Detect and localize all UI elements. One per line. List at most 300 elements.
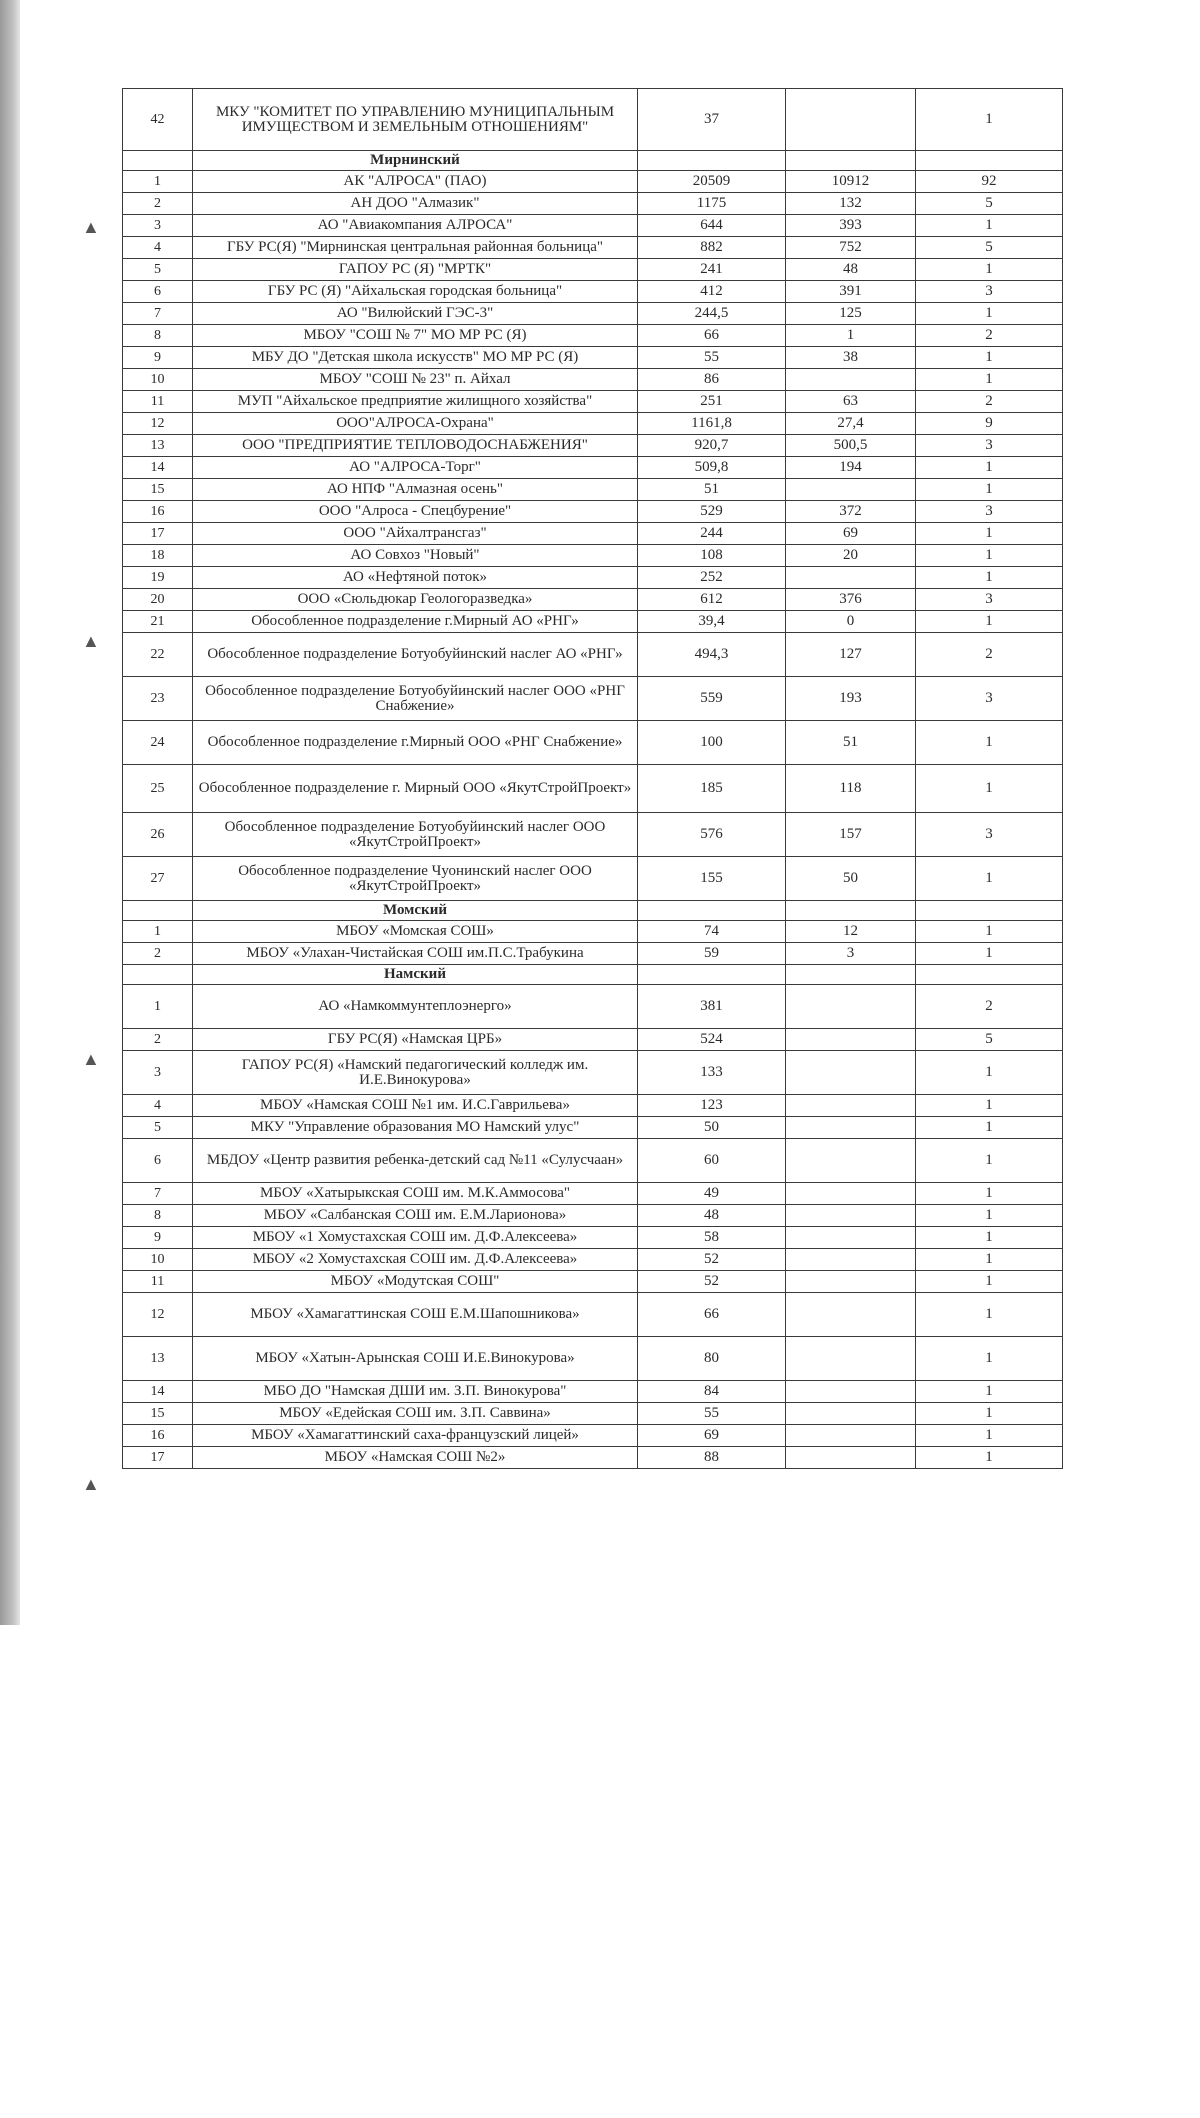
table-row <box>123 1271 1063 1293</box>
organization-name: МБОУ «Хамагаттинская СОШ Е.М.Шапошникова» <box>193 1293 638 1337</box>
organization-name: Обособленное подразделение Чуонинский наслег ООО «ЯкутСтройПроект» <box>193 857 638 901</box>
row-number: 3 <box>123 1051 193 1095</box>
organization-name: ООО "Айхалтрансгаз" <box>193 523 638 545</box>
section-spacer <box>123 901 193 921</box>
value-c: 2 <box>916 325 1063 347</box>
table-row <box>123 1029 1063 1051</box>
organization-name: Обособленное подразделение Ботуобуйинский наслег ООО «РНГ Снабжение» <box>193 677 638 721</box>
organization-name: МБОУ «Салбанская СОШ им. Е.М.Ларионова» <box>193 1205 638 1227</box>
table-row <box>123 589 1063 611</box>
row-number: 10 <box>123 1249 193 1271</box>
row-number: 42 <box>123 89 193 151</box>
value-a: 123 <box>638 1095 786 1117</box>
section-spacer <box>638 151 786 171</box>
row-number: 25 <box>123 765 193 813</box>
scan-edge-shadow <box>0 0 20 1625</box>
table-row <box>123 1447 1063 1469</box>
value-c: 3 <box>916 501 1063 523</box>
table-row <box>123 1117 1063 1139</box>
section-spacer <box>786 901 916 921</box>
value-c: 1 <box>916 721 1063 765</box>
table-row <box>123 457 1063 479</box>
value-b: 20 <box>786 545 916 567</box>
section-spacer <box>786 965 916 985</box>
organization-name: ГБУ РС(Я) «Намская ЦРБ» <box>193 1029 638 1051</box>
value-b: 118 <box>786 765 916 813</box>
row-number: 2 <box>123 193 193 215</box>
value-a: 52 <box>638 1271 786 1293</box>
value-b: 391 <box>786 281 916 303</box>
row-number: 1 <box>123 985 193 1029</box>
value-b: 27,4 <box>786 413 916 435</box>
table-row <box>123 857 1063 901</box>
value-a: 576 <box>638 813 786 857</box>
table-row <box>123 1381 1063 1403</box>
value-b <box>786 89 916 151</box>
value-c: 1 <box>916 921 1063 943</box>
value-c: 1 <box>916 1425 1063 1447</box>
value-b: 3 <box>786 943 916 965</box>
organization-name: ГБУ РС (Я) "Айхальская городская больница" <box>193 281 638 303</box>
table-row <box>123 1183 1063 1205</box>
value-a: 244,5 <box>638 303 786 325</box>
table-row <box>123 611 1063 633</box>
value-b <box>786 985 916 1029</box>
value-b: 10912 <box>786 171 916 193</box>
value-c: 3 <box>916 435 1063 457</box>
section-header-row <box>123 151 1063 171</box>
row-number: 23 <box>123 677 193 721</box>
value-a: 37 <box>638 89 786 151</box>
row-number: 5 <box>123 1117 193 1139</box>
value-a: 66 <box>638 1293 786 1337</box>
table-body <box>123 89 1063 1469</box>
row-number: 11 <box>123 1271 193 1293</box>
value-c: 1 <box>916 857 1063 901</box>
organization-name: МКУ "Управление образования МО Намский улус" <box>193 1117 638 1139</box>
value-b <box>786 1227 916 1249</box>
value-a: 559 <box>638 677 786 721</box>
section-spacer <box>123 151 193 171</box>
row-number: 13 <box>123 435 193 457</box>
value-c: 1 <box>916 523 1063 545</box>
table-row <box>123 259 1063 281</box>
organization-name: МБОУ «Едейская СОШ им. З.П. Саввина» <box>193 1403 638 1425</box>
value-c: 2 <box>916 985 1063 1029</box>
value-c: 1 <box>916 1337 1063 1381</box>
table-row <box>123 567 1063 589</box>
value-a: 48 <box>638 1205 786 1227</box>
organization-name: Обособленное подразделение г. Мирный ООО «ЯкутСтройПроект» <box>193 765 638 813</box>
value-c: 1 <box>916 347 1063 369</box>
row-number: 15 <box>123 1403 193 1425</box>
margin-mark-icon <box>82 1475 92 1493</box>
organization-name: АО «Намкоммунтеплоэнерго» <box>193 985 638 1029</box>
organization-name: МБОУ «Намская СОШ №2» <box>193 1447 638 1469</box>
value-c: 1 <box>916 1139 1063 1183</box>
value-a: 155 <box>638 857 786 901</box>
value-c: 92 <box>916 171 1063 193</box>
value-c: 1 <box>916 1447 1063 1469</box>
value-a: 920,7 <box>638 435 786 457</box>
table-row <box>123 193 1063 215</box>
table-row <box>123 721 1063 765</box>
value-b: 63 <box>786 391 916 413</box>
value-c: 1 <box>916 303 1063 325</box>
value-c: 1 <box>916 1117 1063 1139</box>
row-number: 17 <box>123 1447 193 1469</box>
table-row <box>123 1139 1063 1183</box>
value-c: 3 <box>916 281 1063 303</box>
row-number: 6 <box>123 281 193 303</box>
value-b: 752 <box>786 237 916 259</box>
value-a: 251 <box>638 391 786 413</box>
organization-name: ООО "ПРЕДПРИЯТИЕ ТЕПЛОВОДОСНАБЖЕНИЯ" <box>193 435 638 457</box>
table-row <box>123 237 1063 259</box>
organization-name: ГАПОУ РС (Я) "МРТК" <box>193 259 638 281</box>
value-b <box>786 567 916 589</box>
value-c: 5 <box>916 237 1063 259</box>
value-a: 185 <box>638 765 786 813</box>
table-row <box>123 435 1063 457</box>
value-c: 1 <box>916 545 1063 567</box>
value-a: 1175 <box>638 193 786 215</box>
value-c: 1 <box>916 1381 1063 1403</box>
value-a: 494,3 <box>638 633 786 677</box>
row-number: 8 <box>123 1205 193 1227</box>
value-a: 612 <box>638 589 786 611</box>
row-number: 5 <box>123 259 193 281</box>
value-c: 1 <box>916 1403 1063 1425</box>
table-row <box>123 1095 1063 1117</box>
value-a: 241 <box>638 259 786 281</box>
value-c: 1 <box>916 1095 1063 1117</box>
table-row <box>123 813 1063 857</box>
row-number: 18 <box>123 545 193 567</box>
value-a: 133 <box>638 1051 786 1095</box>
value-b: 51 <box>786 721 916 765</box>
row-number: 26 <box>123 813 193 857</box>
value-c: 5 <box>916 1029 1063 1051</box>
value-a: 58 <box>638 1227 786 1249</box>
value-b <box>786 1029 916 1051</box>
value-a: 412 <box>638 281 786 303</box>
organization-name: МБО ДО "Намская ДШИ им. З.П. Винокурова" <box>193 1381 638 1403</box>
value-a: 20509 <box>638 171 786 193</box>
margin-mark-icon <box>82 218 92 236</box>
table-row <box>123 1425 1063 1447</box>
row-number: 4 <box>123 237 193 259</box>
value-a: 509,8 <box>638 457 786 479</box>
value-c: 1 <box>916 479 1063 501</box>
table-row <box>123 281 1063 303</box>
organization-name: МБОУ «Улахан-Чистайская СОШ им.П.С.Трабукина <box>193 943 638 965</box>
value-c: 9 <box>916 413 1063 435</box>
row-number: 7 <box>123 1183 193 1205</box>
value-c: 1 <box>916 89 1063 151</box>
value-a: 49 <box>638 1183 786 1205</box>
table-row <box>123 765 1063 813</box>
organization-name: ГАПОУ РС(Я) «Намский педагогический колледж им. И.Е.Винокурова» <box>193 1051 638 1095</box>
value-a: 88 <box>638 1447 786 1469</box>
value-c: 1 <box>916 1205 1063 1227</box>
value-a: 55 <box>638 1403 786 1425</box>
value-a: 84 <box>638 1381 786 1403</box>
table-row <box>123 347 1063 369</box>
value-c: 1 <box>916 611 1063 633</box>
row-number: 21 <box>123 611 193 633</box>
row-number: 9 <box>123 1227 193 1249</box>
value-c: 2 <box>916 633 1063 677</box>
row-number: 10 <box>123 369 193 391</box>
row-number: 7 <box>123 303 193 325</box>
value-c: 5 <box>916 193 1063 215</box>
value-b <box>786 1183 916 1205</box>
value-b: 12 <box>786 921 916 943</box>
organization-name: Обособленное подразделение Ботуобуйинский наслег АО «РНГ» <box>193 633 638 677</box>
value-a: 50 <box>638 1117 786 1139</box>
organization-name: МКУ "КОМИТЕТ ПО УПРАВЛЕНИЮ МУНИЦИПАЛЬНЫМ ИМУЩЕСТВОМ И ЗЕМЕЛЬНЫМ ОТНОШЕНИЯМ" <box>193 89 638 151</box>
organization-name: АК "АЛРОСА" (ПАО) <box>193 171 638 193</box>
row-number: 2 <box>123 1029 193 1051</box>
value-b <box>786 1117 916 1139</box>
table-row <box>123 171 1063 193</box>
table-row <box>123 413 1063 435</box>
organization-name: Обособленное подразделение г.Мирный АО «РНГ» <box>193 611 638 633</box>
section-spacer <box>123 965 193 985</box>
value-b <box>786 1249 916 1271</box>
organization-name: МБОУ «Момская СОШ» <box>193 921 638 943</box>
section-title: Намский <box>193 965 638 985</box>
organization-name: ООО "Алроса - Спецбурение" <box>193 501 638 523</box>
value-b: 48 <box>786 259 916 281</box>
row-number: 12 <box>123 413 193 435</box>
value-a: 74 <box>638 921 786 943</box>
organization-name: МБОУ «2 Хомустахская СОШ им. Д.Ф.Алексеева» <box>193 1249 638 1271</box>
value-b: 393 <box>786 215 916 237</box>
value-b: 125 <box>786 303 916 325</box>
row-number: 15 <box>123 479 193 501</box>
organization-name: МУП "Айхальское предприятие жилищного хозяйства" <box>193 391 638 413</box>
value-a: 52 <box>638 1249 786 1271</box>
organization-name: Обособленное подразделение Ботуобуйинский наслег ООО «ЯкутСтройПроект» <box>193 813 638 857</box>
value-b <box>786 1293 916 1337</box>
row-number: 12 <box>123 1293 193 1337</box>
organization-name: АО НПФ "Алмазная осень" <box>193 479 638 501</box>
value-b <box>786 1447 916 1469</box>
section-spacer <box>638 965 786 985</box>
organization-name: МБОУ «Намская СОШ №1 им. И.С.Гаврильева» <box>193 1095 638 1117</box>
organization-name: Обособленное подразделение г.Мирный ООО «РНГ Снабжение» <box>193 721 638 765</box>
organization-name: АО "Вилюйский ГЭС-3" <box>193 303 638 325</box>
row-number: 24 <box>123 721 193 765</box>
table-row <box>123 215 1063 237</box>
row-number: 3 <box>123 215 193 237</box>
value-a: 39,4 <box>638 611 786 633</box>
value-c: 1 <box>916 1227 1063 1249</box>
value-a: 69 <box>638 1425 786 1447</box>
organization-name: МБОУ «Хамагаттинский саха-французский лицей» <box>193 1425 638 1447</box>
organization-name: МБОУ «Модутская СОШ" <box>193 1271 638 1293</box>
row-number: 17 <box>123 523 193 545</box>
organization-name: МБОУ "СОШ № 7" МО МР РС (Я) <box>193 325 638 347</box>
value-b: 376 <box>786 589 916 611</box>
value-b: 69 <box>786 523 916 545</box>
table-row <box>123 921 1063 943</box>
margin-mark-icon <box>82 1050 92 1068</box>
section-spacer <box>786 151 916 171</box>
section-title: Момский <box>193 901 638 921</box>
value-c: 1 <box>916 1249 1063 1271</box>
row-number: 13 <box>123 1337 193 1381</box>
value-b: 127 <box>786 633 916 677</box>
value-c: 3 <box>916 677 1063 721</box>
organization-name: ГБУ РС(Я) "Мирнинская центральная районная больница" <box>193 237 638 259</box>
organization-name: АО Совхоз "Новый" <box>193 545 638 567</box>
row-number: 2 <box>123 943 193 965</box>
value-b: 372 <box>786 501 916 523</box>
value-a: 252 <box>638 567 786 589</box>
value-a: 59 <box>638 943 786 965</box>
value-a: 108 <box>638 545 786 567</box>
value-a: 66 <box>638 325 786 347</box>
value-c: 1 <box>916 765 1063 813</box>
value-a: 60 <box>638 1139 786 1183</box>
value-c: 1 <box>916 1293 1063 1337</box>
row-number: 22 <box>123 633 193 677</box>
section-spacer <box>916 965 1063 985</box>
table-row <box>123 1293 1063 1337</box>
row-number: 11 <box>123 391 193 413</box>
value-a: 51 <box>638 479 786 501</box>
value-b <box>786 1425 916 1447</box>
value-c: 1 <box>916 1051 1063 1095</box>
organization-name: МБУ ДО "Детская школа искусств" МО МР РС (Я) <box>193 347 638 369</box>
section-spacer <box>916 151 1063 171</box>
value-b <box>786 1051 916 1095</box>
table-row <box>123 1403 1063 1425</box>
row-number: 14 <box>123 457 193 479</box>
value-c: 1 <box>916 457 1063 479</box>
row-number: 6 <box>123 1139 193 1183</box>
value-c: 1 <box>916 1271 1063 1293</box>
value-b <box>786 1095 916 1117</box>
value-b <box>786 1403 916 1425</box>
value-a: 381 <box>638 985 786 1029</box>
value-b: 500,5 <box>786 435 916 457</box>
table-row <box>123 1051 1063 1095</box>
value-a: 524 <box>638 1029 786 1051</box>
table-row <box>123 89 1063 151</box>
row-number: 27 <box>123 857 193 901</box>
value-c: 1 <box>916 369 1063 391</box>
table-row <box>123 1337 1063 1381</box>
organization-name: МБДОУ «Центр развития ребенка-детский сад №11 «Сулусчаан» <box>193 1139 638 1183</box>
value-b <box>786 1205 916 1227</box>
value-b <box>786 1271 916 1293</box>
row-number: 16 <box>123 1425 193 1447</box>
organization-name: ООО «Сюльдюкар Геологоразведка» <box>193 589 638 611</box>
row-number: 1 <box>123 921 193 943</box>
organization-name: МБОУ "СОШ № 23" п. Айхал <box>193 369 638 391</box>
value-b: 38 <box>786 347 916 369</box>
value-b: 194 <box>786 457 916 479</box>
section-spacer <box>638 901 786 921</box>
value-b: 50 <box>786 857 916 901</box>
value-c: 3 <box>916 813 1063 857</box>
data-table <box>122 88 1063 1469</box>
row-number: 20 <box>123 589 193 611</box>
table-row <box>123 501 1063 523</box>
row-number: 4 <box>123 1095 193 1117</box>
value-b <box>786 1139 916 1183</box>
organization-name: МБОУ «1 Хомустахская СОШ им. Д.Ф.Алексеева» <box>193 1227 638 1249</box>
table-row <box>123 325 1063 347</box>
organization-name: ООО"АЛРОСА-Охрана" <box>193 413 638 435</box>
table-row <box>123 369 1063 391</box>
row-number: 14 <box>123 1381 193 1403</box>
organization-name: МБОУ «Хатырыкская СОШ им. М.К.Аммосова" <box>193 1183 638 1205</box>
section-title: Мирнинский <box>193 151 638 171</box>
table-row <box>123 1249 1063 1271</box>
row-number: 1 <box>123 171 193 193</box>
value-c: 1 <box>916 215 1063 237</box>
organization-name: АН ДОО "Алмазик" <box>193 193 638 215</box>
section-header-row <box>123 965 1063 985</box>
value-c: 1 <box>916 259 1063 281</box>
table-row <box>123 545 1063 567</box>
table-row <box>123 985 1063 1029</box>
row-number: 8 <box>123 325 193 347</box>
value-a: 1161,8 <box>638 413 786 435</box>
value-c: 1 <box>916 1183 1063 1205</box>
organization-name: АО "АЛРОСА-Торг" <box>193 457 638 479</box>
value-c: 1 <box>916 943 1063 965</box>
organization-name: АО «Нефтяной поток» <box>193 567 638 589</box>
table-row <box>123 943 1063 965</box>
value-b: 0 <box>786 611 916 633</box>
value-b: 157 <box>786 813 916 857</box>
table-row <box>123 633 1063 677</box>
value-b: 1 <box>786 325 916 347</box>
table-row <box>123 523 1063 545</box>
value-b <box>786 369 916 391</box>
margin-mark-icon <box>82 632 92 650</box>
value-c: 2 <box>916 391 1063 413</box>
value-a: 86 <box>638 369 786 391</box>
row-number: 9 <box>123 347 193 369</box>
row-number: 19 <box>123 567 193 589</box>
value-a: 882 <box>638 237 786 259</box>
value-c: 1 <box>916 567 1063 589</box>
table-row <box>123 677 1063 721</box>
value-b <box>786 1337 916 1381</box>
value-a: 529 <box>638 501 786 523</box>
row-number: 16 <box>123 501 193 523</box>
value-c: 3 <box>916 589 1063 611</box>
value-a: 80 <box>638 1337 786 1381</box>
value-b <box>786 1381 916 1403</box>
table-row <box>123 1205 1063 1227</box>
value-b: 193 <box>786 677 916 721</box>
organization-name: МБОУ «Хатын-Арынская СОШ И.Е.Винокурова» <box>193 1337 638 1381</box>
value-a: 55 <box>638 347 786 369</box>
value-a: 644 <box>638 215 786 237</box>
value-a: 244 <box>638 523 786 545</box>
section-header-row <box>123 901 1063 921</box>
value-a: 100 <box>638 721 786 765</box>
value-b: 132 <box>786 193 916 215</box>
